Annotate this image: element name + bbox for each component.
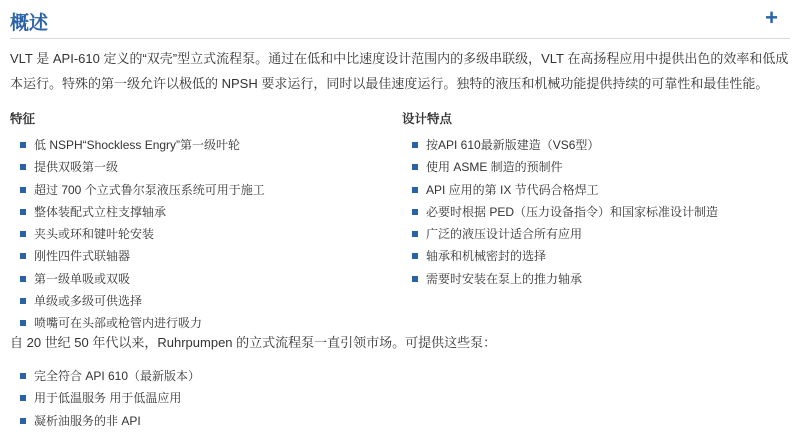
list-item: 超过 700 个立式鲁尔泵液压系统可用于施工	[20, 179, 390, 201]
square-bullet-icon	[20, 418, 26, 424]
square-bullet-icon	[20, 253, 26, 259]
plus-icon[interactable]: +	[765, 5, 778, 30]
square-bullet-icon	[20, 395, 26, 401]
square-bullet-icon	[20, 209, 26, 215]
square-bullet-icon	[20, 231, 26, 237]
design-list	[402, 134, 792, 290]
square-bullet-icon	[412, 164, 418, 170]
section-header[interactable]	[10, 0, 790, 39]
section-title: 概述	[10, 13, 49, 34]
square-bullet-icon	[412, 209, 418, 215]
square-bullet-icon	[412, 231, 418, 237]
list-item: 完全符合 API 610（最新版本）	[20, 365, 200, 387]
list-item: 第一级单吸或双吸	[20, 268, 390, 290]
list-item: 使用 ASME 制造的预制件	[412, 156, 792, 178]
list-item: 广泛的液压设计适合所有应用	[412, 223, 792, 245]
list-item: 提供双吸第一级	[20, 156, 390, 178]
square-bullet-icon	[412, 187, 418, 193]
features-title: 特征	[10, 112, 36, 126]
square-bullet-icon	[20, 276, 26, 282]
intro-paragraph: VLT 是 API-610 定义的“双壳”型立式流程泵。通过在低和中比速度设计范围内的多级串联级，VLT 在高扬程应用中提供出色的效率和低成本运行。特殊的第一级允许以极低的 NPSH 要求运行，同时以最佳速度运行。独特的液压和机械功能提供持续的可靠性和最佳性能。	[10, 51, 789, 91]
square-bullet-icon	[20, 320, 26, 326]
list-item: 夹头或环和键叶轮安装	[20, 223, 390, 245]
list-item: 整体装配式立柱支撑轴承	[20, 201, 390, 223]
list-item: 刚性四件式联轴器	[20, 245, 390, 267]
market-paragraph: 自 20 世纪 50 年代以来，Ruhrpumpen 的立式流程泵一直引领市场。可提供这些泵：	[10, 335, 497, 350]
list-item: 需要时安装在泵上的推力轴承	[412, 268, 792, 290]
list-item: 单级或多级可供选择	[20, 290, 390, 312]
list-item: 按API 610最新版建造（VS6型）	[412, 134, 792, 156]
square-bullet-icon	[20, 187, 26, 193]
design-title: 设计特点	[402, 112, 453, 126]
features-list	[10, 134, 390, 335]
offerings-column	[10, 365, 200, 432]
offerings-list	[10, 365, 200, 432]
list-item: 必要时根据 PED（压力设备指令）和国家标准设计制造	[412, 201, 792, 223]
list-item: 用于低温服务 用于低温应用	[20, 387, 200, 409]
square-bullet-icon	[20, 142, 26, 148]
list-item: 凝析油服务的非 API	[20, 410, 200, 432]
square-bullet-icon	[412, 276, 418, 282]
design-column	[402, 109, 792, 290]
list-item: 喷嘴可在头部或枪管内进行吸力	[20, 312, 390, 334]
square-bullet-icon	[412, 253, 418, 259]
square-bullet-icon	[20, 298, 26, 304]
list-item: API 应用的第 IX 节代码合格焊工	[412, 179, 792, 201]
square-bullet-icon	[20, 164, 26, 170]
list-item: 轴承和机械密封的选择	[412, 245, 792, 267]
square-bullet-icon	[412, 142, 418, 148]
features-column	[10, 109, 390, 335]
square-bullet-icon	[20, 373, 26, 379]
list-item: 低 NSPH“Shockless Engry”第一级叶轮	[20, 134, 390, 156]
